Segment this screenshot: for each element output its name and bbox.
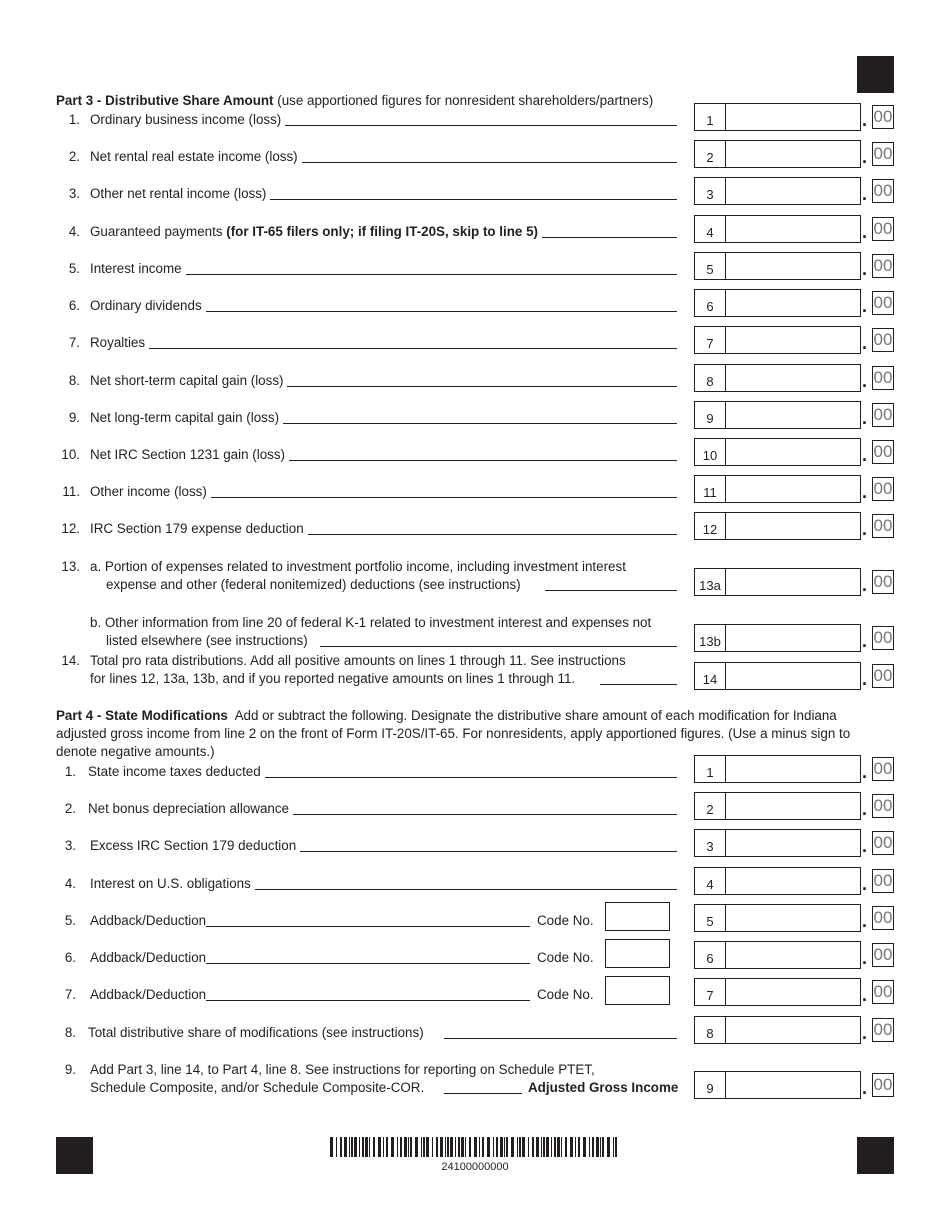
part3-line14-text1: Total pro rata distributions. Add all positive amounts on lines 1 through 11. See instructions: [90, 653, 626, 668]
line-box-13b: 13b: [694, 624, 726, 652]
rule: [287, 386, 677, 387]
decimal-point: .: [862, 408, 868, 428]
barcode-bar: [455, 1137, 456, 1157]
part3-line14-text2: for lines 12, 13a, 13b, and if you reported negative amounts on lines 1 through 11.: [90, 671, 576, 686]
part4-line-3-cents-field[interactable]: 00: [872, 831, 894, 855]
part3-line-5-box: 5: [694, 252, 726, 280]
part3-line-3-number: 3.: [68, 186, 80, 201]
part3-line-3-cents-field[interactable]: 00: [872, 179, 894, 203]
part3-line-2-amount-field[interactable]: [726, 140, 861, 168]
part3-line-8-label: [90, 373, 283, 389]
part4-line-4-box: 4: [694, 867, 726, 895]
decimal-point: .: [862, 874, 868, 894]
part4-line9-text2: Schedule Composite, and/or Schedule Composite-COR.: [90, 1080, 425, 1095]
part3-line-4-label-note: (for IT-65 filers only; if filing IT-20S, skip to line 5): [226, 224, 538, 239]
barcode-bar: [426, 1137, 429, 1157]
part3-line-6-box: 6: [694, 289, 726, 317]
decimal-point: .: [862, 519, 868, 539]
code-no-label: Code No.: [537, 950, 594, 965]
part3-line-8-label-text: Net short-term capital gain (loss): [90, 373, 284, 388]
part3-line-12-amount-field[interactable]: [726, 512, 861, 540]
barcode: [330, 1137, 620, 1157]
registration-mark-bottom-left: [56, 1137, 93, 1174]
part3-line-12-box: 12: [694, 512, 726, 540]
part3-line-12-number: 12.: [61, 521, 80, 536]
part3-line-7-label-text: Royalties: [90, 335, 146, 350]
barcode-bar: [397, 1137, 398, 1157]
barcode-bar: [383, 1137, 384, 1157]
part3-line-4-number: 4.: [68, 224, 80, 239]
code-no-field[interactable]: [605, 976, 670, 1005]
barcode-bar: [541, 1137, 542, 1157]
part3-line-2-box: 2: [694, 140, 726, 168]
part4-addback-box: 6: [694, 941, 726, 969]
barcode-bar: [362, 1137, 364, 1157]
barcode-bar: [408, 1137, 409, 1157]
part3-line-10-amount-field[interactable]: [726, 438, 861, 466]
part4-line-4-label: [90, 876, 251, 892]
barcode-bar: [565, 1137, 567, 1157]
barcode-bar: [445, 1137, 446, 1157]
rule: [289, 460, 677, 461]
part4-line-3-number: 3.: [64, 838, 76, 853]
part3-line-1-box: 1: [694, 103, 726, 131]
amount-field-p4-8[interactable]: [726, 1016, 861, 1044]
part4-line-2-amount-field[interactable]: [726, 792, 861, 820]
part4-heading: [56, 708, 837, 724]
cents-field-p3-14[interactable]: 00: [872, 664, 894, 688]
barcode-bar: [496, 1137, 498, 1157]
barcode-bar: [583, 1137, 586, 1157]
part4-addback-cents-field[interactable]: 00: [872, 980, 894, 1004]
barcode-bar: [469, 1137, 471, 1157]
part3-line-7-number: 7.: [68, 335, 80, 350]
barcode-bar: [607, 1137, 610, 1157]
barcode-bar: [373, 1137, 375, 1157]
part3-line-9-amount-field[interactable]: [726, 401, 861, 429]
barcode-bar: [596, 1137, 599, 1157]
part4-intro-1: Add or subtract the following. Designate the distributive share amount of each modification for Indiana: [234, 708, 837, 723]
barcode-bar: [458, 1137, 460, 1157]
barcode-bar: [447, 1137, 449, 1157]
barcode-bar: [532, 1137, 534, 1157]
part3-line-9-label-text: Net long-term capital gain (loss): [90, 410, 280, 425]
part3-line-11-label-text: Other income (loss): [90, 484, 207, 499]
part4-line-4-cents-field[interactable]: 00: [872, 869, 894, 893]
part3-line-6-cents-field[interactable]: 00: [872, 291, 894, 315]
rule: [270, 199, 677, 200]
addback-label-text: Addback/Deduction: [90, 950, 207, 965]
rule: [300, 851, 677, 852]
part4-line-4-label-text: Interest on U.S. obligations: [90, 876, 251, 891]
part4-line-2-cents-field[interactable]: 00: [872, 794, 894, 818]
amount-field-p3-13a[interactable]: [726, 568, 861, 596]
part4-line-2-label-text: Net bonus depreciation allowance: [88, 801, 289, 816]
barcode-bar: [365, 1137, 368, 1157]
rule: [211, 497, 677, 498]
barcode-bar: [378, 1137, 381, 1157]
barcode-bar: [551, 1137, 552, 1157]
barcode-bar: [517, 1137, 518, 1157]
part4-line-2-box: 2: [694, 792, 726, 820]
cents-field-p3-13b[interactable]: 00: [872, 626, 894, 650]
part3-line-3-label: [90, 186, 266, 202]
rule: [302, 162, 677, 163]
decimal-point: .: [862, 110, 868, 130]
part3-line13b-text1: b. Other information from line 20 of federal K-1 related to investment interest and expenses not: [90, 615, 652, 630]
barcode-bar: [536, 1137, 539, 1157]
barcode-bar: [440, 1137, 443, 1157]
decimal-point: .: [862, 259, 868, 279]
part4-addback-amount-field[interactable]: [726, 978, 861, 1006]
part4-title: Part 4 - State Modifications: [56, 708, 228, 723]
part4-addback-label: [90, 913, 206, 929]
rule: [186, 274, 677, 275]
part3-line-7-amount-field[interactable]: [726, 326, 861, 354]
barcode-bar: [354, 1137, 357, 1157]
barcode-bar: [432, 1137, 433, 1157]
barcode-bar: [436, 1137, 438, 1157]
part3-line-2-number: 2.: [68, 149, 80, 164]
barcode-bar: [474, 1137, 477, 1157]
rule: [320, 646, 677, 647]
part3-line-11-amount-field[interactable]: [726, 475, 861, 503]
code-no-label: Code No.: [537, 987, 594, 1002]
part3-line-2-label-text: Net rental real estate income (loss): [90, 149, 298, 164]
line-box-p4-8: 8: [694, 1016, 726, 1044]
part3-line-6-amount-field[interactable]: [726, 289, 861, 317]
part3-line-1-label: [90, 112, 281, 128]
rule: [308, 534, 677, 535]
rule: [206, 963, 530, 964]
barcode-bar: [482, 1137, 484, 1157]
decimal-point: .: [862, 911, 868, 931]
part4-addback-box: 7: [694, 978, 726, 1006]
rule: [265, 777, 677, 778]
part3-line-8-amount-field[interactable]: [726, 364, 861, 392]
line-box-14: 14: [694, 662, 726, 690]
part3-line13-number: 13.: [61, 559, 80, 574]
part3-line-12-label-text: IRC Section 179 expense deduction: [90, 521, 304, 536]
part3-line-3-box: 3: [694, 177, 726, 205]
part4-line-1-cents-field[interactable]: 00: [872, 757, 894, 781]
barcode-bar: [506, 1137, 508, 1157]
part3-line-5-label: [90, 261, 182, 277]
rule: [444, 1038, 677, 1039]
barcode-bar: [511, 1137, 514, 1157]
part3-line-3-label-text: Other net rental income (loss): [90, 186, 267, 201]
part4-line-2-number: 2.: [64, 801, 76, 816]
barcode-bar: [602, 1137, 604, 1157]
decimal-point: .: [862, 147, 868, 167]
part3-line-8-box: 8: [694, 364, 726, 392]
barcode-bar: [404, 1137, 407, 1157]
barcode-bar: [554, 1137, 556, 1157]
part3-line-9-cents-field[interactable]: 00: [872, 403, 894, 427]
barcode-bar: [570, 1137, 573, 1157]
part4-addback-label: [90, 987, 206, 1003]
part4-line-4-number: 4.: [64, 876, 76, 891]
barcode-bar: [578, 1137, 580, 1157]
part3-line-4-cents-field[interactable]: 00: [872, 217, 894, 241]
addback-label-text: Addback/Deduction: [90, 913, 207, 928]
barcode-bar: [344, 1137, 347, 1157]
decimal-point: .: [862, 184, 868, 204]
part3-line-11-label: [90, 484, 207, 500]
decimal-point: .: [862, 222, 868, 242]
part4-line-3-amount-field[interactable]: [726, 829, 861, 857]
part3-line-1-number: 1.: [68, 112, 80, 127]
rule: [600, 684, 677, 685]
part3-line-1-label-text: Ordinary business income (loss): [90, 112, 282, 127]
part3-line-10-cents-field[interactable]: 00: [872, 440, 894, 464]
barcode-bar: [330, 1137, 333, 1157]
part3-line13a-text2: expense and other (federal nonitemized) deductions (see instructions): [106, 577, 521, 592]
code-no-field[interactable]: [605, 902, 670, 931]
barcode-bar: [359, 1137, 360, 1157]
decimal-point: .: [862, 762, 868, 782]
barcode-bar: [500, 1137, 503, 1157]
part4-line-1-number: 1.: [64, 764, 76, 779]
barcode-bar: [400, 1137, 402, 1157]
decimal-point: .: [862, 836, 868, 856]
part3-line-4-label: [90, 224, 538, 240]
barcode-bar: [349, 1137, 350, 1157]
part4-line-1-label: [88, 764, 261, 780]
rule: [542, 237, 677, 238]
part4-addback-number: 6.: [64, 950, 76, 965]
barcode-bar: [410, 1137, 412, 1157]
barcode-bar: [386, 1137, 388, 1157]
barcode-bar: [519, 1137, 521, 1157]
barcode-bar: [479, 1137, 480, 1157]
barcode-bar: [575, 1137, 576, 1157]
part3-line-12-label: [90, 521, 304, 537]
decimal-point: .: [862, 296, 868, 316]
part4-addback-number: 5.: [64, 913, 76, 928]
addback-label-text: Addback/Deduction: [90, 987, 207, 1002]
part3-line13b-text2: listed elsewhere (see instructions): [106, 633, 308, 648]
barcode-bar: [493, 1137, 494, 1157]
barcode-bar: [461, 1137, 464, 1157]
part3-line-11-cents-field[interactable]: 00: [872, 477, 894, 501]
code-no-label: Code No.: [537, 913, 594, 928]
barcode-bar: [600, 1137, 601, 1157]
barcode-bar: [415, 1137, 418, 1157]
part4-intro-2: adjusted gross income from line 2 on the front of Form IT-20S/IT-65. For nonresidents, apply apportioned figures. (Use a minus sign to: [56, 726, 851, 741]
barcode-bar: [487, 1137, 490, 1157]
rule: [206, 311, 677, 312]
barcode-bar: [369, 1137, 370, 1157]
cents-field-p4-9[interactable]: 00: [872, 1073, 894, 1097]
part3-line-4-box: 4: [694, 215, 726, 243]
barcode-bar: [340, 1137, 342, 1157]
decimal-point: .: [862, 1078, 868, 1098]
part3-line-9-number: 9.: [68, 410, 80, 425]
part4-line-3-label-text: Excess IRC Section 179 deduction: [90, 838, 297, 853]
decimal-point: .: [862, 333, 868, 353]
part3-line-5-label-text: Interest income: [90, 261, 182, 276]
part4-line-1-amount-field[interactable]: [726, 755, 861, 783]
amount-field-p3-13b[interactable]: [726, 624, 861, 652]
part3-line-8-number: 8.: [68, 373, 80, 388]
barcode-bar: [528, 1137, 529, 1157]
barcode-bar: [543, 1137, 545, 1157]
amount-field-p3-14[interactable]: [726, 662, 861, 690]
line-box-p4-9: 9: [694, 1071, 726, 1099]
part4-addback-amount-field[interactable]: [726, 941, 861, 969]
cents-field-p3-13a[interactable]: 00: [872, 570, 894, 594]
part3-line-5-cents-field[interactable]: 00: [872, 254, 894, 278]
decimal-point: .: [862, 669, 868, 689]
part3-line-4-amount-field[interactable]: [726, 215, 861, 243]
part4-addback-cents-field[interactable]: 00: [872, 943, 894, 967]
part3-line-3-amount-field[interactable]: [726, 177, 861, 205]
part3-heading: [56, 93, 653, 109]
rule: [255, 889, 677, 890]
rule: [444, 1093, 522, 1094]
barcode-bar: [351, 1137, 353, 1157]
part4-line9-text1: Add Part 3, line 14, to Part 4, line 8. See instructions for reporting on Schedule PTET,: [90, 1062, 595, 1077]
decimal-point: .: [862, 1023, 868, 1043]
part3-line-5-amount-field[interactable]: [726, 252, 861, 280]
decimal-point: .: [862, 575, 868, 595]
registration-mark-top-right: [857, 56, 894, 93]
rule: [206, 1000, 530, 1001]
part3-line-4-label-text: Guaranteed payments: [90, 224, 223, 239]
barcode-bar: [615, 1137, 617, 1157]
part3-line-2-label: [90, 149, 298, 165]
rule: [206, 926, 530, 927]
barcode-number: 24100000000: [441, 1161, 509, 1173]
part3-line-12-cents-field[interactable]: 00: [872, 514, 894, 538]
amount-field-p4-9[interactable]: [726, 1071, 861, 1099]
part3-line-11-box: 11: [694, 475, 726, 503]
part4-line-3-box: 3: [694, 829, 726, 857]
decimal-point: .: [862, 371, 868, 391]
decimal-point: .: [862, 985, 868, 1005]
part3-line-2-cents-field[interactable]: 00: [872, 142, 894, 166]
part3-line-10-label-text: Net IRC Section 1231 gain (loss): [90, 447, 286, 462]
part3-line13a-text1: a. Portion of expenses related to investment portfolio income, including investment interest: [90, 559, 626, 574]
line-box-13a: 13a: [694, 568, 726, 596]
agi-label: Adjusted Gross Income: [528, 1080, 679, 1095]
barcode-bar: [421, 1137, 422, 1157]
barcode-bar: [546, 1137, 549, 1157]
rule: [149, 348, 677, 349]
part4-line9-number: 9.: [64, 1062, 76, 1077]
part4-addback-number: 7.: [64, 987, 76, 1002]
part3-line-1-amount-field[interactable]: [726, 103, 861, 131]
part4-line-1-box: 1: [694, 755, 726, 783]
rule: [283, 423, 677, 424]
barcode-bar: [613, 1137, 614, 1157]
decimal-point: .: [862, 631, 868, 651]
rule: [293, 814, 677, 815]
barcode-bar: [592, 1137, 594, 1157]
code-no-field[interactable]: [605, 939, 670, 968]
part3-line-10-box: 10: [694, 438, 726, 466]
part3-line-9-label: [90, 410, 279, 426]
barcode-bar: [336, 1137, 337, 1157]
part4-line8-label: Total distributive share of modifications (see instructions): [88, 1025, 424, 1040]
part4-addback-label: [90, 950, 206, 966]
part3-line-6-number: 6.: [68, 298, 80, 313]
part4-addback-box: 5: [694, 904, 726, 932]
part3-line-6-label-text: Ordinary dividends: [90, 298, 202, 313]
part4-intro-3: denote negative amounts.): [56, 744, 215, 759]
part4-addback-cents-field[interactable]: 00: [872, 906, 894, 930]
part3-line-7-cents-field[interactable]: 00: [872, 328, 894, 352]
part3-line-1-cents-field[interactable]: 00: [872, 105, 894, 129]
part3-title: Part 3 - Distributive Share Amount: [56, 93, 274, 108]
barcode-bar: [465, 1137, 466, 1157]
part4-line-1-label-text: State income taxes deducted: [88, 764, 261, 779]
part4-line8-number: 8.: [64, 1025, 76, 1040]
part4-line-4-amount-field[interactable]: [726, 867, 861, 895]
barcode-bar: [589, 1137, 590, 1157]
barcode-bar: [561, 1137, 562, 1157]
part3-line-10-label: [90, 447, 285, 463]
decimal-point: .: [862, 482, 868, 502]
part3-line14-number: 14.: [61, 653, 80, 668]
part3-line-8-cents-field[interactable]: 00: [872, 366, 894, 390]
part3-line-7-box: 7: [694, 326, 726, 354]
barcode-bar: [557, 1137, 560, 1157]
barcode-bar: [423, 1137, 425, 1157]
part4-line9-agi-label: [528, 1080, 678, 1096]
part3-line-7-label: [90, 335, 145, 351]
part3-line-10-number: 10.: [61, 447, 80, 462]
part3-line-11-number: 11.: [62, 484, 80, 499]
part4-line-2-label: [88, 801, 289, 817]
barcode-bar: [504, 1137, 505, 1157]
part3-line-9-box: 9: [694, 401, 726, 429]
part3-subtitle: (use apportioned figures for nonresident shareholders/partners): [277, 93, 654, 108]
decimal-point: .: [862, 445, 868, 465]
barcode-bar: [522, 1137, 525, 1157]
part4-line-3-label: [90, 838, 296, 854]
part3-line-5-number: 5.: [68, 261, 80, 276]
registration-mark-bottom-right: [857, 1137, 894, 1174]
part3-line-6-label: [90, 298, 202, 314]
part4-addback-amount-field[interactable]: [726, 904, 861, 932]
barcode-bar: [391, 1137, 394, 1157]
barcode-bar: [450, 1137, 453, 1157]
rule: [285, 125, 677, 126]
decimal-point: .: [862, 799, 868, 819]
cents-field-p4-8[interactable]: 00: [872, 1018, 894, 1042]
decimal-point: .: [862, 948, 868, 968]
rule: [545, 590, 677, 591]
